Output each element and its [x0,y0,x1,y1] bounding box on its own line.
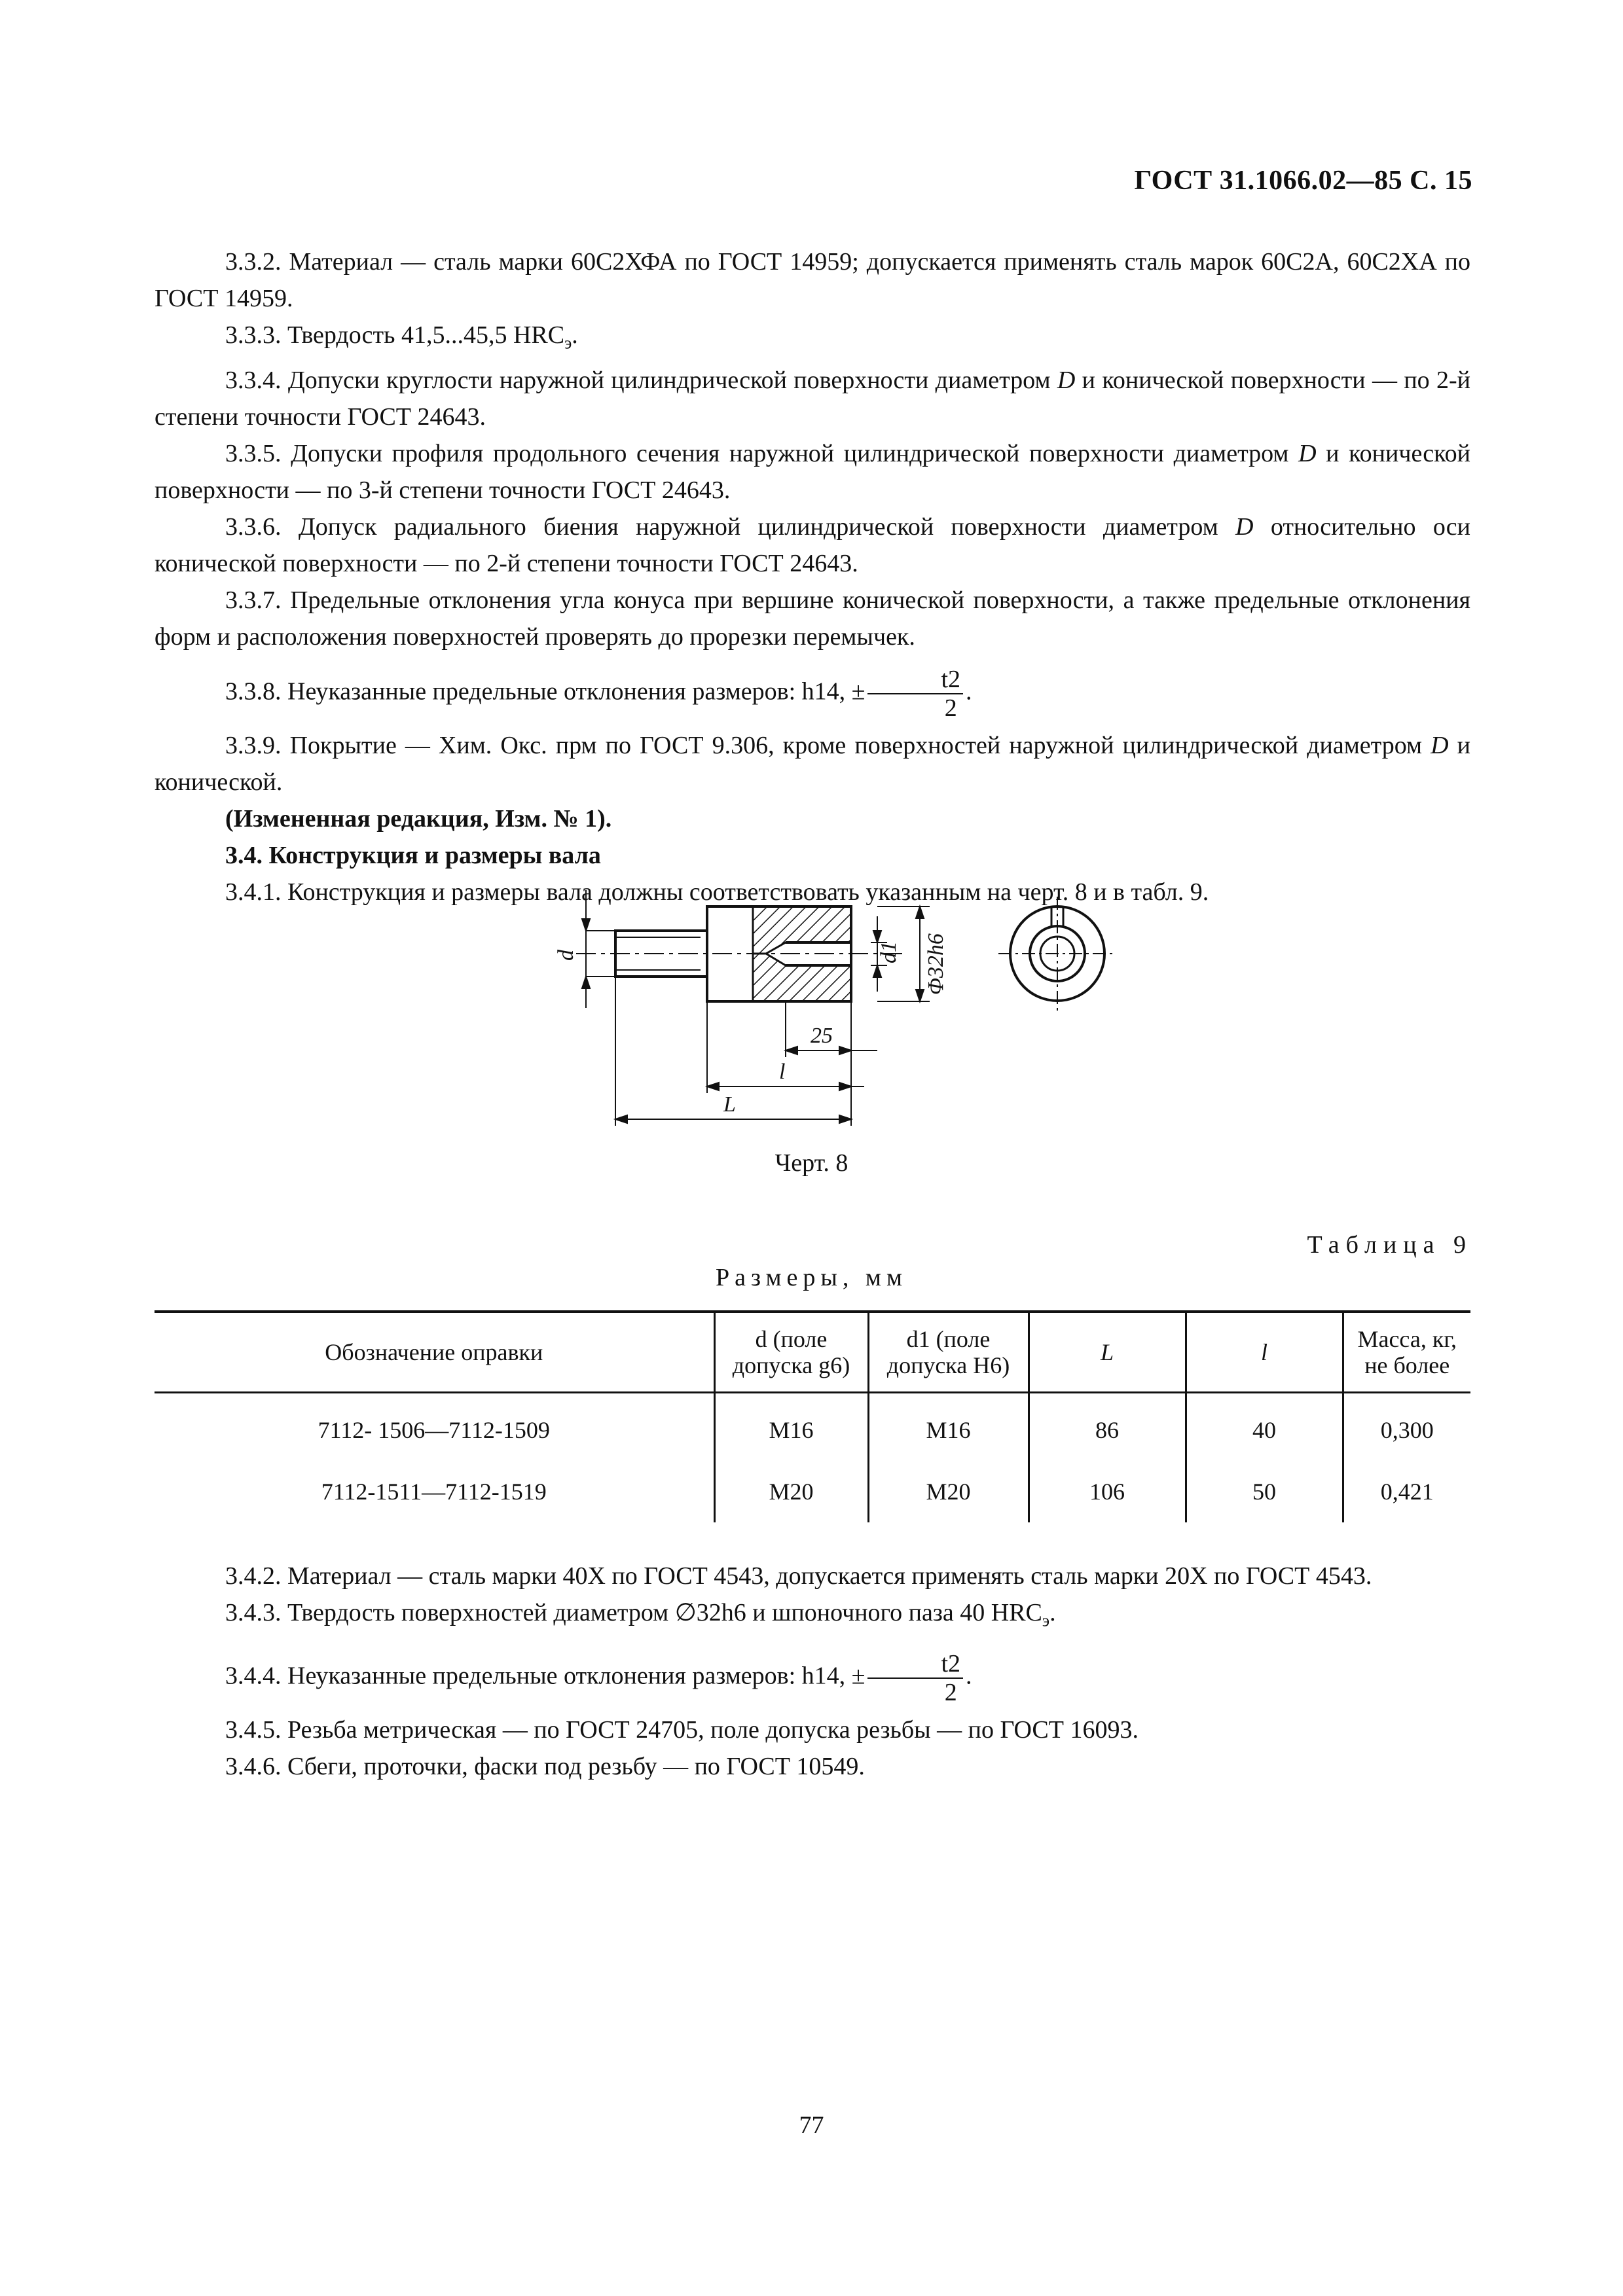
label-d: d [554,950,578,961]
paragraph-3-3-4: 3.3.4. Допуски круглости наружной цилиндрической поверхности диаметром D и конической поверхности — по 2-й степени точности ГОСТ 24643. [155,366,1470,431]
page-number: 77 [799,2111,824,2139]
cell-d: М16 [714,1393,868,1462]
table-row [155,1461,1470,1522]
cell-designation: 7112-1511—7112-1519 [321,1479,547,1505]
label-l: l [779,1060,786,1084]
shaft-drawing [537,877,1126,1139]
cell-L: 86 [1029,1393,1186,1462]
cell-d: М20 [714,1461,868,1522]
header-d1: d1 (поле допуска Н6) [868,1312,1029,1393]
cell-l: 40 [1186,1393,1343,1462]
dimension-labels [554,933,948,1117]
paragraph-3-3-6: 3.3.6. Допуск радиального биения наружной цилиндрической поверхности диаметром D относительно оси конической поверхности — по 2-й степени точности ГОСТ 24643. [155,512,1470,577]
header-designation: Обозначение оправки [325,1339,543,1365]
paragraph-3-3-3: 3.3.3. Твердость 41,5...45,5 $HRC_э$. [225,321,578,353]
label-L: L [723,1092,736,1117]
label-25: 25 [811,1024,833,1048]
header-mass: Масса, кг, не более [1343,1312,1470,1393]
revision-note: (Измененная редакция, Изм. № 1). [225,804,612,833]
header-L: L [1029,1312,1186,1393]
drawing-caption: Черт. 8 [775,1149,848,1177]
table-header-row [155,1312,1470,1393]
cell-l: 50 [1186,1461,1343,1522]
header-d: d (поле допуска g6) [714,1312,868,1393]
paragraph-3-4-2: 3.4.2. Материал — сталь марки 40Х по ГОСТ 4543, допускается применять сталь марки 20Х по ГОСТ 4543. [225,1562,1372,1590]
page-header: ГОСТ 31.1066.02—85 С. 15 [1134,166,1472,196]
table-subtitle: Размеры, мм [715,1264,907,1291]
paragraph-3-3-5: 3.3.5. Допуски профиля продольного сечения наружной цилиндрической поверхности диаметром D и конической поверхности — по 3-й степени точности ГОСТ 24643. [155,439,1470,504]
header-l: l [1186,1312,1343,1393]
requirements-section-3-3 [155,243,1470,910]
fraction-t2-over-2: $\frac{t2}{2}$ [867,1651,963,1705]
paragraph-3-3-2: 3.3.2. Материал — сталь марки 60С2ХФА по ГОСТ 14959; допускается применять сталь марок 60С2А, 60С2ХА по ГОСТ 14959. [155,248,1470,312]
paragraph-3-4-1: 3.4.1. Конструкция и размеры вала должны соответствовать указанным на черт. 8 и в табл. 9. [225,878,1209,906]
end-view [998,897,1116,1011]
label-d1: d1 [877,941,901,963]
paragraph-3-4-5: 3.4.5. Резьба метрическая — по ГОСТ 24705, поле допуска резьбы — по ГОСТ 16093. [225,1715,1139,1744]
paragraph-3-3-7: 3.3.7. Предельные отклонения угла конуса при вершине конической поверхности, а также предельные отклонения форм и расположения поверхностей проверять до прорезки перемычек. [155,586,1470,651]
paragraph-3-3-9: 3.3.9. Покрытие — Хим. Окс. прм по ГОСТ 9.306, кроме поверхностей наружной цилиндрической диаметром D и конической. [155,731,1470,796]
label-phi32h6: Φ32h6 [924,933,948,995]
cell-d1: М20 [868,1461,1029,1522]
cell-mass: 0,300 [1343,1393,1470,1462]
paragraph-3-4-3: 3.4.3. Твердость поверхностей диаметром ∅32h6 и шпоночного паза 40 $HRC_э$. [225,1599,1056,1630]
heading-3-4: 3.4. Конструкция и размеры вала [225,841,601,869]
fraction-t2-over-2: $\frac{t2}{2}$ [867,667,963,721]
table-label: Таблица 9 [1307,1231,1472,1259]
cell-L: 106 [1029,1461,1186,1522]
cell-d1: М16 [868,1393,1029,1462]
requirements-section-3-4 [155,1558,1470,1785]
table-row [155,1393,1470,1462]
cell-mass: 0,421 [1343,1461,1470,1522]
dimensions-table [155,1310,1470,1522]
paragraph-3-3-8: 3.3.8. Неуказанные предельные отклонения размеров: h14, ± $\frac{t2}{2}$ . [225,665,972,722]
paragraph-3-4-4: 3.4.4. Неуказанные предельные отклонения размеров: h14, ± $\frac{t2}{2}$ . [225,1649,972,1706]
cell-designation: 7112- 1506—7112-1509 [318,1417,550,1443]
paragraph-3-4-6: 3.4.6. Сбеги, проточки, фаски под резьбу — по ГОСТ 10549. [225,1752,865,1780]
